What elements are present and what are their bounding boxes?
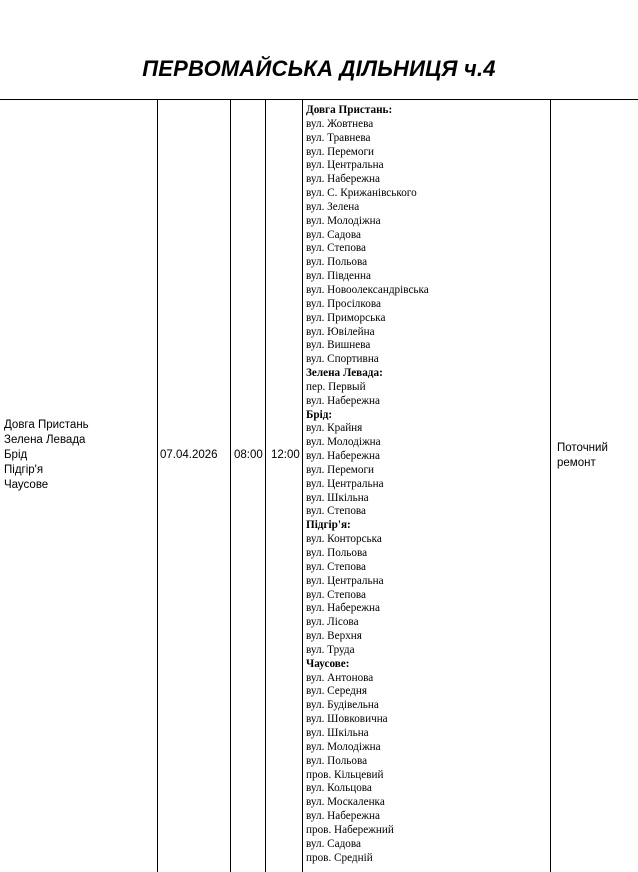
- street-item: вул. Лісова: [306, 616, 359, 629]
- street-item: вул. Перемоги: [306, 145, 375, 158]
- street-item: вул. Степова: [306, 505, 367, 518]
- street-item: вул. Новоолександрівська: [306, 283, 429, 296]
- street-item: вул. Набережна: [306, 810, 380, 823]
- street-item: вул. Степова: [306, 242, 367, 255]
- street-item: пров. Средній: [306, 851, 373, 864]
- work-type-line: ремонт: [557, 457, 596, 469]
- column-divider: [265, 99, 266, 872]
- street-item: вул. Ювілейна: [306, 325, 375, 338]
- street-item: вул. Молодіжна: [306, 436, 381, 449]
- street-item: пров. Набережний: [306, 823, 394, 836]
- column-divider: [157, 99, 158, 872]
- time-from-cell: 08:00: [234, 449, 263, 461]
- column-divider: [550, 99, 551, 872]
- street-item: вул. Шкільна: [306, 726, 369, 739]
- streets-cell: [306, 104, 549, 865]
- street-item: вул. Будівельна: [306, 699, 379, 712]
- street-item: вул. Травнева: [306, 131, 371, 144]
- date-cell: 07.04.2026: [160, 449, 218, 461]
- settlement-heading: Довга Пристань:: [306, 104, 393, 116]
- street-item: вул. Вишнева: [306, 339, 371, 352]
- column-divider: [230, 99, 231, 872]
- settlement-heading: Підгір'я:: [306, 519, 351, 532]
- street-item: вул. Набережна: [306, 602, 380, 615]
- street-item: вул. Центральна: [306, 574, 384, 587]
- settlements-cell: [4, 418, 154, 493]
- street-item: пров. Кільцевий: [306, 768, 384, 781]
- street-item: вул. Набережна: [306, 173, 380, 186]
- street-item: вул. Степова: [306, 560, 367, 573]
- settlement-heading: Брід:: [306, 408, 333, 421]
- street-item: вул. Верхня: [306, 630, 362, 643]
- street-item: вул. Приморська: [306, 311, 386, 324]
- street-item: вул. Шовковична: [306, 713, 388, 726]
- street-item: вул. Кольцова: [306, 782, 372, 795]
- street-item: вул. Польова: [306, 256, 368, 269]
- settlement-name: Зелена Левада: [4, 434, 86, 446]
- street-item: вул. Просілкова: [306, 297, 381, 310]
- street-item: вул. Набережна: [306, 450, 380, 463]
- street-item: вул. Садова: [306, 228, 361, 241]
- column-divider: [302, 99, 303, 872]
- settlement-heading: Зелена Левада:: [306, 367, 383, 380]
- street-item: вул. Конторська: [306, 533, 382, 546]
- street-item: вул. Труда: [306, 643, 355, 656]
- street-item: пер. Первый: [306, 380, 366, 393]
- street-item: вул. Польова: [306, 547, 368, 559]
- settlement-name: Брід: [4, 449, 28, 461]
- settlement-name: Підгір'я: [4, 464, 44, 476]
- street-item: вул. Антонова: [306, 671, 374, 684]
- street-item: вул. Жовтнева: [306, 117, 374, 130]
- street-item: вул. Центральна: [306, 477, 384, 490]
- street-item: вул. Крайня: [306, 422, 363, 435]
- page-title: ПЕРВОМАЙСЬКА ДІЛЬНИЦЯ ч.4: [142, 56, 496, 81]
- street-item: вул. Польова: [306, 754, 368, 767]
- street-item: вул. Південна: [306, 270, 371, 283]
- settlement-name: Чаусове: [4, 479, 49, 491]
- street-item: вул. Середня: [306, 685, 367, 698]
- work-type-cell: [557, 441, 633, 471]
- street-item: вул. Молодіжна: [306, 740, 381, 753]
- street-item: вул. С. Крижанівського: [306, 187, 417, 200]
- street-item: вул. Молодіжна: [306, 214, 381, 227]
- street-item: вул. Перемоги: [306, 463, 375, 476]
- street-item: вул. Шкільна: [306, 491, 369, 504]
- street-item: вул. Москаленка: [306, 796, 385, 809]
- settlement-name: Довга Пристань: [4, 419, 89, 431]
- time-to-cell: 12:00: [271, 449, 300, 461]
- settlement-heading: Чаусове:: [306, 657, 350, 670]
- table-top-border: [0, 99, 638, 100]
- street-item: вул. Набережна: [306, 394, 380, 407]
- street-item: вул. Садова: [306, 837, 361, 850]
- street-item: вул. Спортивна: [306, 353, 379, 366]
- street-item: вул. Зелена: [306, 200, 360, 213]
- street-item: вул. Степова: [306, 588, 367, 601]
- work-type-line: Поточний: [557, 442, 608, 454]
- street-item: вул. Центральна: [306, 159, 384, 172]
